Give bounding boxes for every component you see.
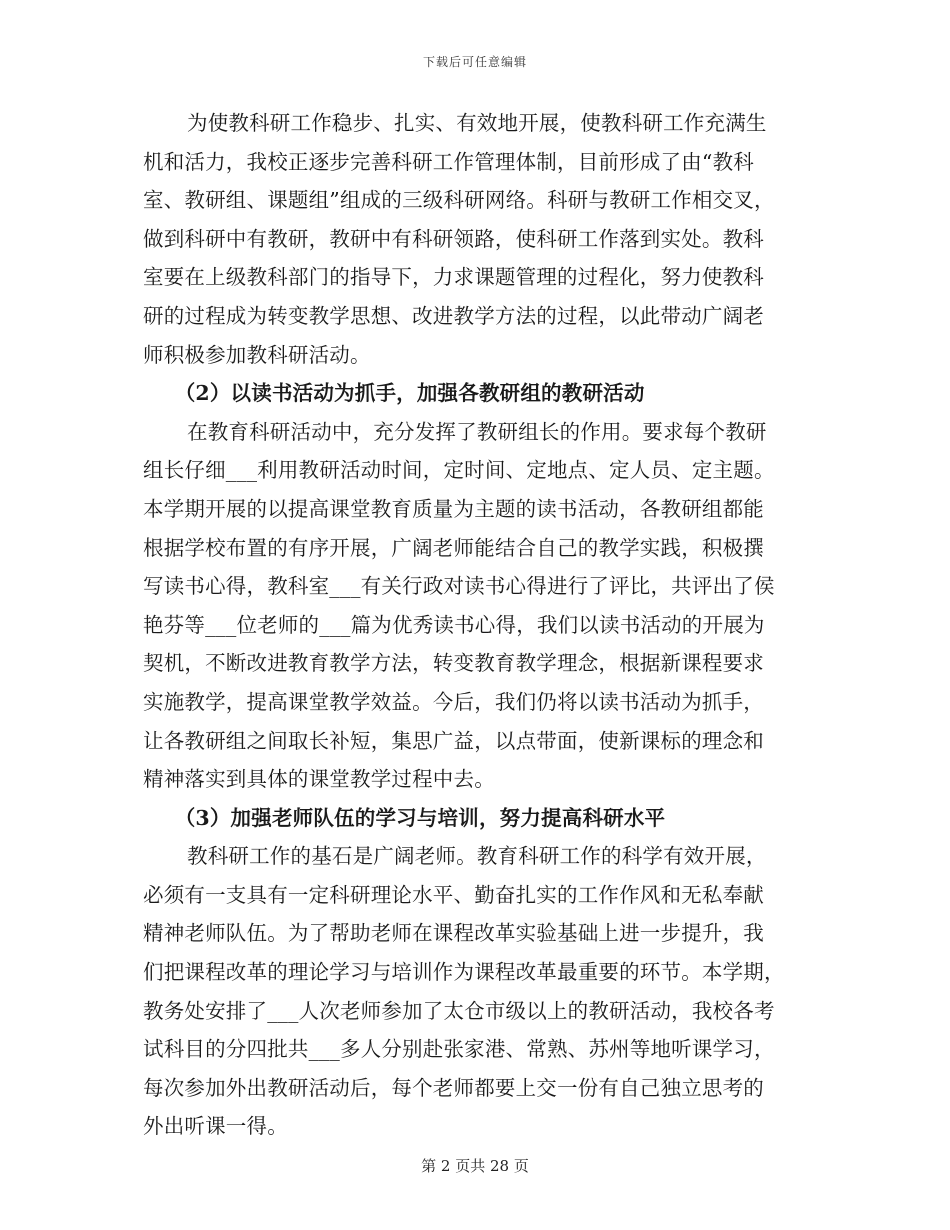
paragraph-line: 为使教科研工作稳步、扎实、有效地开展，使教科研工作充满生 xyxy=(187,111,767,135)
section-heading: （3）加强老师队伍的学习与培训，努力提高科研水平 xyxy=(174,805,666,830)
paragraph-line: 室、教研组、课题组”组成的三级科研网络。科研与教研工作相交叉， xyxy=(143,188,775,213)
paragraph-line: 必须有一支具有一定科研理论水平、勤奋扎实的工作作风和无私奉献 xyxy=(143,882,764,907)
paragraph-line: 研的过程成为转变教学思想、改进教学方法的过程，以此带动广阔老 xyxy=(143,303,764,328)
page-footer: 第 2 页共 28 页 xyxy=(421,1157,529,1175)
paragraph-line: 精神落实到具体的课堂教学过程中去。 xyxy=(143,767,495,792)
paragraph-line: 根据学校布置的有序开展，广阔老师能结合自己的教学实践，积极撰 xyxy=(143,535,764,560)
paragraph-line: 艳芬等___位老师的___篇为优秀读书心得，我们以读书活动的开展为 xyxy=(143,612,765,637)
paragraph-line: 精神老师队伍。为了帮助老师在课程改革实验基础上进一步提升，我 xyxy=(143,921,764,946)
paragraph-line: 机和活力，我校正逐步完善科研工作管理体制，目前形成了由“教科 xyxy=(143,149,754,174)
paragraph-line: 让各教研组之间取长补短，集思广益，以点带面，使新课标的理念和 xyxy=(143,728,764,753)
paragraph-line: 师积极参加教科研活动。 xyxy=(143,342,371,367)
paragraph-line: 在教育科研活动中，充分发挥了教研组长的作用。要求每个教研 xyxy=(187,419,767,444)
paragraph-line: 试科目的分四批共___多人分别赴张家港、常熟、苏州等地听课学习， xyxy=(143,1037,775,1062)
paragraph-line: 教科研工作的基石是广阔老师。教育科研工作的科学有效开展， xyxy=(187,844,767,869)
section-heading: （2）以读书活动为抓手，加强各教研组的教研活动 xyxy=(174,381,645,406)
paragraph-line: 契机，不断改进教育教学方法，转变教育教学理念，根据新课程要求 xyxy=(143,651,764,676)
paragraph-line: 实施教学，提高课堂教学效益。今后，我们仍将以读书活动为抓手， xyxy=(143,689,764,714)
document-body xyxy=(143,104,808,1146)
paragraph-line: 外出听课一得。 xyxy=(143,1114,288,1139)
paragraph-line: 做到科研中有教研，教研中有科研领路，使科研工作落到实处。教科 xyxy=(143,226,764,251)
paragraph-line: 教务处安排了___人次老师参加了太仓市级以上的教研活动，我校各考 xyxy=(143,998,775,1023)
paragraph-line: 组长仔细___利用教研活动时间，定时间、定地点、定人员、定主题。 xyxy=(143,458,775,483)
paragraph-line: 们把课程改革的理论学习与培训作为课程改革最重要的环节。本学期， xyxy=(143,960,785,985)
paragraph-line: 每次参加外出教研活动后，每个老师都要上交一份有自己独立思考的 xyxy=(143,1075,764,1100)
paragraph-line: 写读书心得，教科室___有关行政对读书心得进行了评比，共评出了侯 xyxy=(143,574,775,599)
page-header: 下载后可任意编辑 xyxy=(422,55,527,69)
paragraph-line: 室要在上级教科部门的指导下，力求课题管理的过程化，努力使教科 xyxy=(143,265,764,290)
paragraph-line: 本学期开展的以提高课堂教育质量为主题的读书活动，各教研组都能 xyxy=(143,496,764,521)
